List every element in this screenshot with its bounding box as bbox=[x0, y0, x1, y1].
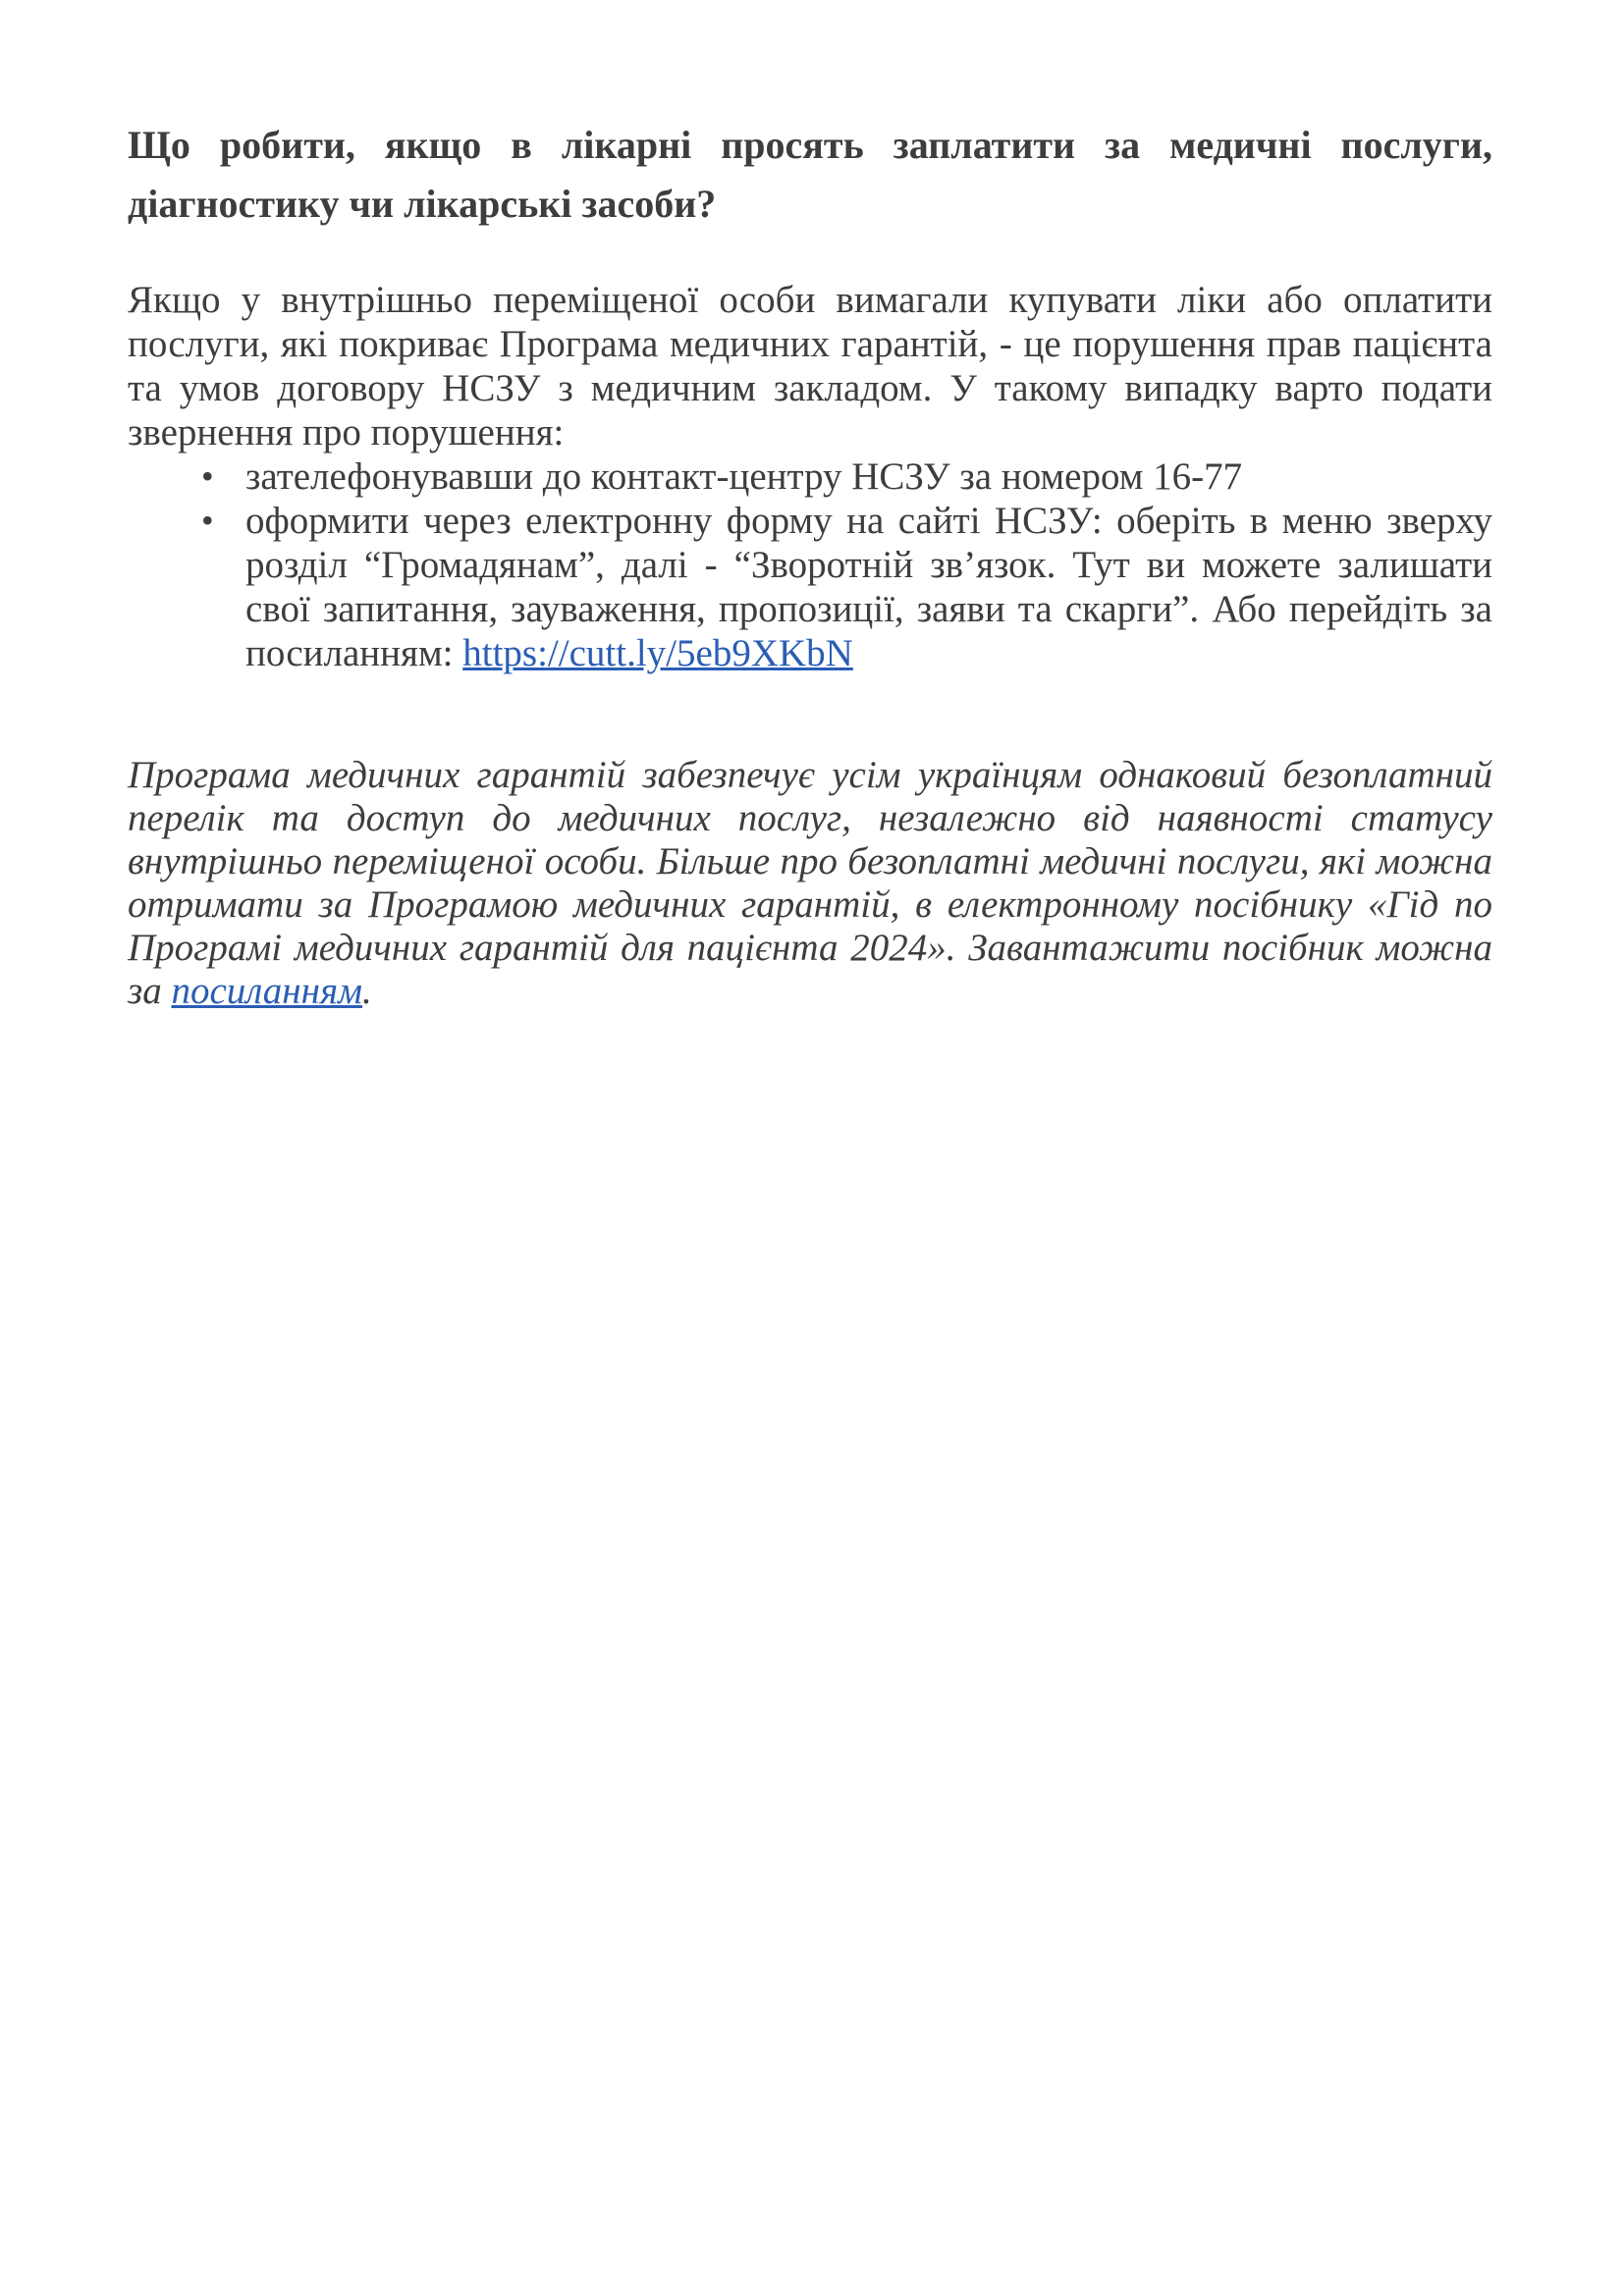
closing-period: . bbox=[361, 970, 372, 1012]
list-item bbox=[128, 499, 1492, 675]
bullet-text: зателефонувавши до контакт-центру НСЗУ за номером 16-77 bbox=[245, 455, 1243, 498]
document-content bbox=[0, 0, 1624, 1013]
guide-download-link[interactable]: посиланням bbox=[171, 970, 362, 1012]
intro-paragraph: Якщо у внутрішньо переміщеної особи вимагали купувати ліки або оплатити послуги, які покриває Програма медичних гарантій, - це порушення прав пацієнта та умов договору НСЗУ з медичним закладом. У такому випадку варто подати звернення про порушення: bbox=[128, 279, 1492, 454]
closing-paragraph bbox=[128, 754, 1492, 1013]
bullet-list bbox=[128, 454, 1492, 675]
bullet-icon: • bbox=[201, 456, 214, 496]
cutt-ly-link[interactable]: https://cutt.ly/5eb9XKbN bbox=[462, 632, 853, 674]
list-item bbox=[128, 454, 1492, 499]
closing-text: Програма медичних гарантій забезпечує усім українцям однаковий безоплатний перелік та доступ до медичних послуг, незалежно від наявності статусу внутрішньо переміщеної особи. Більше про безоплатні медичні послуги, які можна отримати за Програмою медичних гарантій, в електронному посібнику «Гід по Програмі медичних гарантій для пацієнта 2024». Завантажити посібник можна за bbox=[128, 754, 1492, 1012]
bullet-text: оформити через електронну форму на сайті НСЗУ: оберіть в меню зверху розділ “Громадянам”, далі - “Зворотній зв’язок. Тут ви можете залишати свої запитання, зауваження, пропозиції, заяви та скарги”. Або перейдіть за посиланням: bbox=[245, 500, 1492, 674]
bullet-icon: • bbox=[201, 501, 214, 540]
page-title: Що робити, якщо в лікарні просять заплатити за медичні послуги, діагностику чи лікарські засоби? bbox=[128, 123, 1492, 226]
